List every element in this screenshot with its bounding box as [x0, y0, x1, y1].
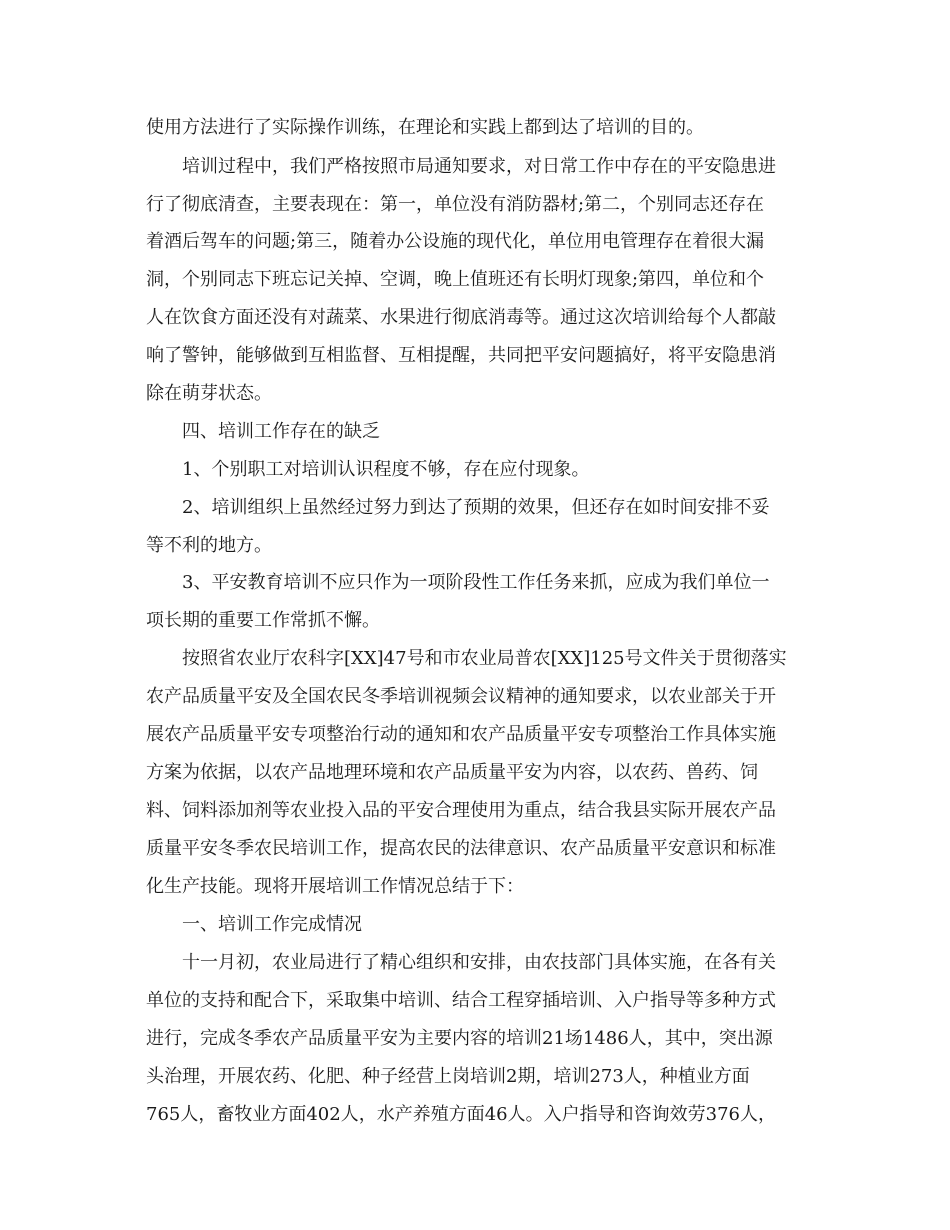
text-line: 除在萌芽状态。	[146, 383, 272, 404]
list-item: 3、平安教育培训不应只作为一项阶段性工作任务来抓，应成为我们单位一	[182, 572, 770, 593]
text-line: 人在饮食方面还没有对蔬菜、水果进行彻底消毒等。通过这次培训给每个人都敲	[146, 307, 776, 328]
list-item: 1、个别职工对培训认识程度不够，存在应付现象。	[182, 459, 590, 480]
section-heading: 一、培训工作完成情况	[182, 914, 362, 935]
text-line: 使用方法进行了实际操作训练，在理论和实践上都到达了培训的目的。	[146, 117, 704, 138]
text-line: 农产品质量平安及全国农民冬季培训视频会议精神的通知要求，以农业部关于开	[146, 686, 776, 707]
list-item: 2、培训组织上虽然经过努力到达了预期的效果，但还存在如时间安排不妥	[182, 497, 770, 518]
text-line: 头治理，开展农药、化肥、种子经营上岗培训2期，培训273人，种植业方面	[146, 1066, 750, 1087]
paragraph-first-line: 培训过程中，我们严格按照市局通知要求，对日常工作中存在的平安隐患进	[182, 156, 776, 177]
text-line: 方案为依据，以农产品地理环境和农产品质量平安为内容，以农药、兽药、饲	[146, 762, 758, 783]
text-line: 质量平安冬季农民培训工作，提高农民的法律意识、农产品质量平安意识和标准	[146, 838, 776, 859]
text-line: 等不利的地方。	[146, 535, 272, 556]
section-heading: 四、培训工作存在的缺乏	[182, 421, 380, 442]
text-line: 765人，畜牧业方面402人，水产养殖方面46人。入户指导和咨询效劳376人，	[146, 1104, 776, 1125]
paragraph-first-line: 按照省农业厅农科字[XX]47号和市农业局普农[XX]125号文件关于贯彻落实	[182, 648, 787, 669]
paragraph-first-line: 十一月初，农业局进行了精心组织和安排，由农技部门具体实施，在各有关	[182, 952, 776, 973]
text-line: 料、饲料添加剂等农业投入品的平安合理使用为重点，结合我县实际开展农产品	[146, 800, 776, 821]
text-line: 洞，个别同志下班忘记关掉、空调，晚上值班还有长明灯现象;第四，单位和个	[146, 269, 765, 290]
text-line: 行了彻底清查，主要表现在：第一，单位没有消防器材;第二，个别同志还存在	[146, 194, 765, 215]
text-line: 项长期的重要工作常抓不懈。	[146, 610, 380, 631]
text-line: 着酒后驾车的问题;第三，随着办公设施的现代化，单位用电管理存在着很大漏	[146, 231, 765, 252]
text-line: 化生产技能。现将开展培训工作情况总结于下：	[146, 876, 524, 897]
text-line: 响了警钟，能够做到互相监督、互相提醒，共同把平安问题搞好，将平安隐患消	[146, 345, 776, 366]
text-line: 单位的支持和配合下，采取集中培训、结合工程穿插培训、入户指导等多种方式	[146, 990, 776, 1011]
text-line: 进行，完成冬季农产品质量平安为主要内容的培训21场1486人，其中，突出源	[146, 1028, 773, 1049]
text-line: 展农产品质量平安专项整治行动的通知和农产品质量平安专项整治工作具体实施	[146, 724, 776, 745]
